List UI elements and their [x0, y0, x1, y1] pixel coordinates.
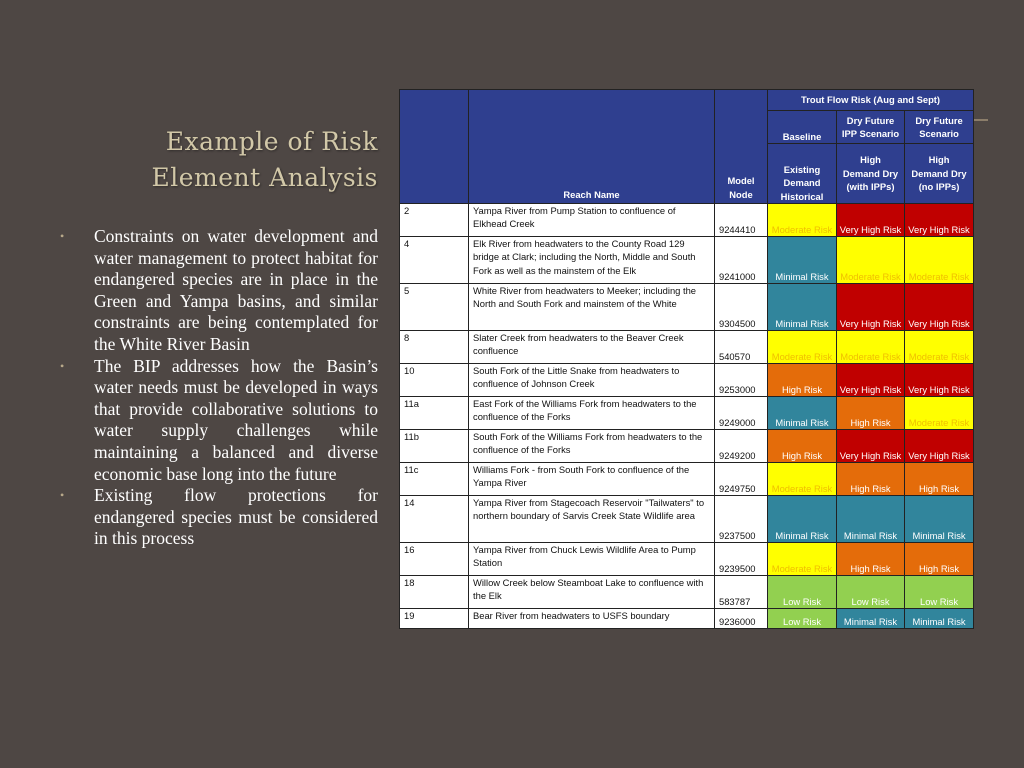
model-node-cell: 9249200 [715, 430, 768, 463]
reach-id-cell: 8 [400, 331, 469, 364]
risk-cell: Minimal Risk [905, 609, 974, 629]
model-node-cell: 9304500 [715, 284, 768, 331]
risk-cell: Minimal Risk [768, 496, 837, 543]
model-node-cell: 9253000 [715, 364, 768, 397]
risk-cell: Moderate Risk [837, 237, 905, 284]
bullet-dot-icon: • [60, 229, 65, 243]
model-node-cell: 540570 [715, 331, 768, 364]
risk-cell: Moderate Risk [768, 543, 837, 576]
model-node-cell: 9236000 [715, 609, 768, 629]
header-reach-name: Reach Name [469, 90, 715, 204]
header-scenario-baseline: Baseline [768, 111, 837, 144]
reach-name-cell: Willow Creek below Steamboat Lake to confluence with the Elk [469, 576, 715, 609]
header-id [400, 90, 469, 204]
reach-name-cell: Yampa River from Pump Station to confluence of Elkhead Creek [469, 204, 715, 237]
risk-cell: Low Risk [768, 576, 837, 609]
model-node-cell: 9244410 [715, 204, 768, 237]
reach-name-cell: Williams Fork - from South Fork to confluence of the Yampa River [469, 463, 715, 496]
bullet-dot-icon: • [60, 358, 65, 373]
table-row [400, 364, 974, 397]
risk-cell: Very High Risk [837, 364, 905, 397]
header-demand-existing: Existing Demand Historical [768, 144, 837, 204]
risk-cell: Minimal Risk [837, 496, 905, 543]
header-demand-high-with-ipps: High Demand Dry (with IPPs) [837, 144, 905, 204]
risk-cell: Low Risk [837, 576, 905, 609]
risk-cell: Very High Risk [905, 364, 974, 397]
reach-id-cell: 2 [400, 204, 469, 237]
risk-cell: Low Risk [768, 609, 837, 629]
model-node-cell: 9249750 [715, 463, 768, 496]
risk-cell: High Risk [837, 543, 905, 576]
reach-id-cell: 10 [400, 364, 469, 397]
table-row [400, 397, 974, 430]
risk-cell: Minimal Risk [837, 609, 905, 629]
risk-cell: Moderate Risk [905, 397, 974, 430]
reach-name-cell: Slater Creek from headwaters to the Beaver Creek confluence [469, 331, 715, 364]
slide-title-line-2: Element Analysis [151, 163, 378, 192]
risk-cell: High Risk [837, 397, 905, 430]
bullet-text: The BIP addresses how the Basin’s water needs must be developed in ways that provide collaborative solutions to water supply challenges while maintaining a balanced and diverse economic base long into the future [94, 355, 378, 484]
reach-name-cell: Elk River from headwaters to the County Road 129 bridge at Clark; including the North, Middle and South Fork as well as the mainstem of the Elk [469, 237, 715, 284]
risk-cell: Very High Risk [905, 204, 974, 237]
risk-cell: Very High Risk [905, 284, 974, 331]
risk-cell: Minimal Risk [768, 237, 837, 284]
table-row [400, 284, 974, 331]
table-row [400, 331, 974, 364]
risk-cell: Moderate Risk [905, 237, 974, 284]
risk-cell: Very High Risk [837, 430, 905, 463]
risk-cell: Moderate Risk [768, 463, 837, 496]
model-node-cell: 9237500 [715, 496, 768, 543]
slide-title [100, 124, 378, 196]
header-scenario-dry-future-ipp: Dry Future IPP Scenario [837, 111, 905, 144]
reach-name-cell: South Fork of the Williams Fork from headwaters to the confluence of the Forks [469, 430, 715, 463]
reach-id-cell: 18 [400, 576, 469, 609]
risk-table [399, 89, 974, 629]
table-row [400, 576, 974, 609]
risk-cell: Moderate Risk [768, 204, 837, 237]
risk-cell: Minimal Risk [905, 496, 974, 543]
reach-id-cell: 14 [400, 496, 469, 543]
risk-cell: High Risk [768, 430, 837, 463]
reach-id-cell: 5 [400, 284, 469, 331]
reach-name-cell: Bear River from headwaters to USFS boundary [469, 609, 715, 629]
risk-cell: Very High Risk [905, 430, 974, 463]
table-row [400, 430, 974, 463]
model-node-cell: 9249000 [715, 397, 768, 430]
header-model-node: Model Node [715, 90, 768, 204]
model-node-cell: 9239500 [715, 543, 768, 576]
table-row [400, 204, 974, 237]
bullet-item [60, 226, 378, 356]
risk-cell: Minimal Risk [768, 284, 837, 331]
header-scenario-dry-future: Dry Future Scenario [905, 111, 974, 144]
risk-cell: High Risk [905, 543, 974, 576]
bullet-text: Existing flow protections for endangered species must be considered in this process [94, 485, 378, 549]
reach-name-cell: Yampa River from Stagecoach Reservoir "Tailwaters" to northern boundary of Sarvis Creek State Wildlife area [469, 496, 715, 543]
table-row [400, 543, 974, 576]
bullet-text: Constraints on water development and water management to protect habitat for endangered species are in place in the Green and Yampa basins, and similar constraints are being contemplated for the White River Basin [94, 226, 378, 354]
reach-id-cell: 11b [400, 430, 469, 463]
bullet-item [60, 485, 378, 550]
risk-cell: Moderate Risk [905, 331, 974, 364]
risk-cell: High Risk [768, 364, 837, 397]
reach-id-cell: 16 [400, 543, 469, 576]
table-row [400, 496, 974, 543]
risk-cell: High Risk [905, 463, 974, 496]
risk-cell: High Risk [837, 463, 905, 496]
table-row [400, 609, 974, 629]
reach-id-cell: 11a [400, 397, 469, 430]
reach-id-cell: 19 [400, 609, 469, 629]
bullet-dot-icon: • [60, 488, 65, 503]
risk-cell: Minimal Risk [768, 397, 837, 430]
accent-divider [972, 119, 988, 121]
risk-cell: Moderate Risk [837, 331, 905, 364]
reach-name-cell: Yampa River from Chuck Lewis Wildlife Area to Pump Station [469, 543, 715, 576]
table-row [400, 237, 974, 284]
risk-cell: Very High Risk [837, 204, 905, 237]
reach-name-cell: East Fork of the Williams Fork from headwaters to the confluence of the Forks [469, 397, 715, 430]
bullet-list [60, 226, 378, 550]
table-row [400, 463, 974, 496]
reach-id-cell: 11c [400, 463, 469, 496]
reach-name-cell: White River from headwaters to Meeker; including the North and South Fork and mainstem of the White [469, 284, 715, 331]
reach-name-cell: South Fork of the Little Snake from headwaters to confluence of Johnson Creek [469, 364, 715, 397]
model-node-cell: 9241000 [715, 237, 768, 284]
risk-cell: Low Risk [905, 576, 974, 609]
header-demand-high-no-ipps: High Demand Dry (no IPPs) [905, 144, 974, 204]
reach-id-cell: 4 [400, 237, 469, 284]
risk-cell: Very High Risk [837, 284, 905, 331]
risk-cell: Moderate Risk [768, 331, 837, 364]
model-node-cell: 583787 [715, 576, 768, 609]
bullet-item [60, 356, 378, 486]
slide-title-line-1: Example of Risk [165, 127, 378, 156]
header-trout-flow-risk: Trout Flow Risk (Aug and Sept) [768, 90, 974, 111]
